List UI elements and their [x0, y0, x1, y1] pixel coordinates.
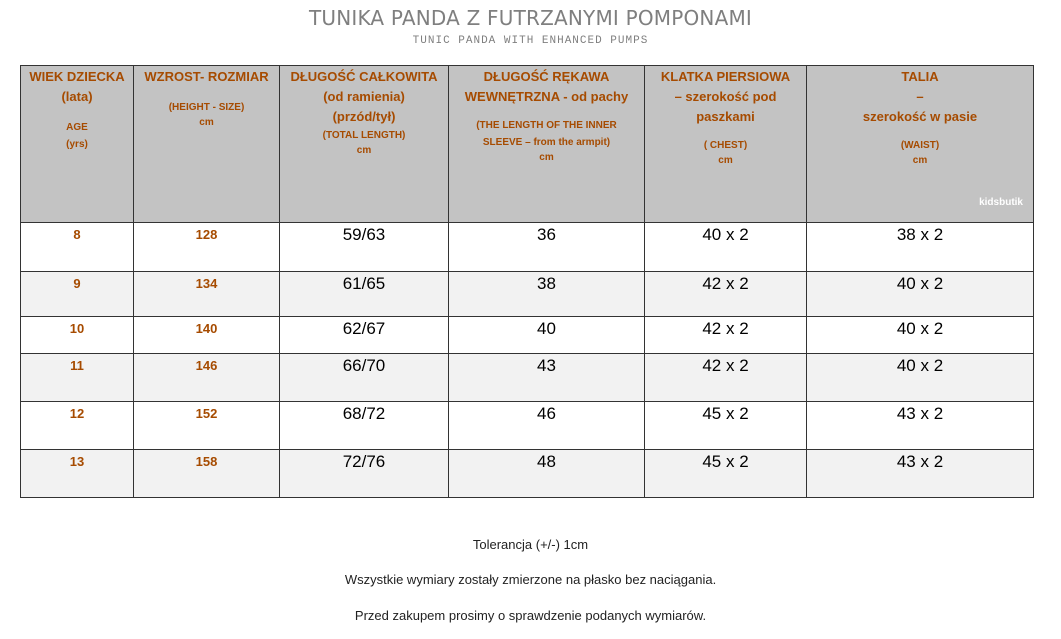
cell-age: 9 — [21, 272, 134, 317]
table-row — [21, 272, 1034, 317]
header-chest-label: KLATKA PIERSIOWA – szerokość pod paszkami — [660, 69, 791, 124]
size-table — [20, 65, 1034, 498]
header-sleeve-label: DŁUGOŚĆ RĘKAWA WEWNĘTRZNA - od pachy — [464, 69, 629, 104]
header-waist — [807, 66, 1034, 223]
cell-length: 62/67 — [280, 317, 449, 354]
cell-sleeve: 40 — [449, 317, 645, 354]
cell-age: 11 — [21, 354, 134, 402]
header-height-sub: (HEIGHT - SIZE) — [168, 102, 245, 113]
header-chest — [645, 66, 807, 223]
table-row — [21, 450, 1034, 498]
cell-chest: 42 x 2 — [645, 272, 807, 317]
header-chest-sub: ( CHEST) — [703, 140, 748, 151]
cell-waist: 38 x 2 — [807, 223, 1034, 272]
cell-age: 10 — [21, 317, 134, 354]
cell-waist: 40 x 2 — [807, 317, 1034, 354]
header-total-length — [280, 66, 449, 223]
header-height-label: WZROST- ROZMIAR — [144, 69, 269, 84]
header-total-length-sub: (TOTAL LENGTH) — [322, 130, 406, 141]
cell-height: 158 — [134, 450, 280, 498]
cell-waist: 43 x 2 — [807, 402, 1034, 450]
cell-sleeve: 48 — [449, 450, 645, 498]
cell-waist: 40 x 2 — [807, 354, 1034, 402]
table-row — [21, 402, 1034, 450]
header-sleeve-unit: cm — [539, 152, 554, 163]
cell-height: 128 — [134, 223, 280, 272]
cell-chest: 45 x 2 — [645, 450, 807, 498]
measurement-note: Wszystkie wymiary zostały zmierzone na płasko bez naciągania. — [344, 572, 717, 587]
table-row — [21, 317, 1034, 354]
header-total-length-unit: cm — [356, 145, 372, 156]
cell-length: 68/72 — [280, 402, 449, 450]
cell-chest: 45 x 2 — [645, 402, 807, 450]
cell-sleeve: 46 — [449, 402, 645, 450]
cell-waist: 43 x 2 — [807, 450, 1034, 498]
cell-length: 61/65 — [280, 272, 449, 317]
header-height — [134, 66, 280, 223]
cell-age: 13 — [21, 450, 134, 498]
header-waist-label: TALIA – szerokość w pasie — [862, 69, 978, 124]
cell-chest: 42 x 2 — [645, 354, 807, 402]
cell-age: 12 — [21, 402, 134, 450]
header-sleeve — [449, 66, 645, 223]
cell-waist: 40 x 2 — [807, 272, 1034, 317]
tolerance-note: Tolerancja (+/-) 1cm — [472, 537, 589, 552]
cell-chest: 40 x 2 — [645, 223, 807, 272]
cell-sleeve: 36 — [449, 223, 645, 272]
cell-length: 59/63 — [280, 223, 449, 272]
header-age-sub: AGE (yrs) — [66, 122, 88, 150]
header-total-length-label: DŁUGOŚĆ CAŁKOWITA (od ramienia) (przód/tył) — [290, 69, 438, 124]
header-waist-unit: cm — [912, 155, 928, 166]
cell-length: 72/76 — [280, 450, 449, 498]
header-age-label: WIEK DZIECKA (lata) — [29, 69, 125, 104]
header-waist-sub: (WAIST) — [900, 140, 940, 151]
check-note: Przed zakupem prosimy o sprawdzenie podanych wymiarów. — [354, 608, 707, 623]
page-subtitle: TUNIC PANDA WITH ENHANCED PUMPS — [412, 35, 649, 47]
header-age — [21, 66, 134, 223]
kidsbutik-watermark: kidsbutik — [979, 197, 1023, 208]
cell-height: 152 — [134, 402, 280, 450]
header-height-unit: cm — [199, 117, 214, 128]
cell-height: 140 — [134, 317, 280, 354]
header-row — [21, 66, 1034, 223]
cell-sleeve: 43 — [449, 354, 645, 402]
cell-length: 66/70 — [280, 354, 449, 402]
page-title: TUNIKA PANDA Z FUTRZANYMI POMPONAMI — [308, 6, 753, 30]
header-chest-unit: cm — [718, 155, 733, 166]
table-row — [21, 354, 1034, 402]
cell-age: 8 — [21, 223, 134, 272]
cell-height: 146 — [134, 354, 280, 402]
header-sleeve-sub: (THE LENGTH OF THE INNER SLEEVE – from the armpit) — [476, 120, 617, 148]
table-row — [21, 223, 1034, 272]
cell-height: 134 — [134, 272, 280, 317]
cell-sleeve: 38 — [449, 272, 645, 317]
cell-chest: 42 x 2 — [645, 317, 807, 354]
